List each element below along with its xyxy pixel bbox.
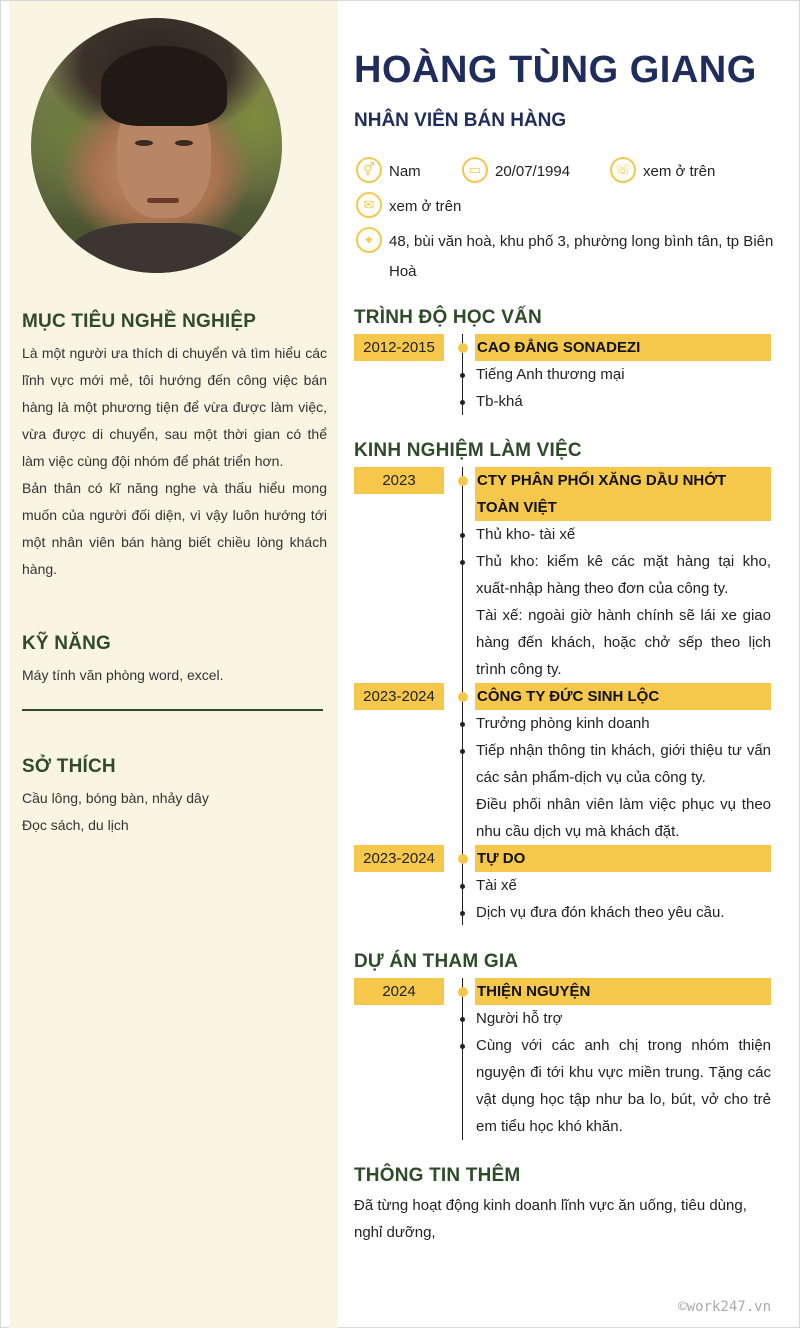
hobbies-title: SỞ THÍCH [22, 756, 116, 777]
timeline-dot [458, 692, 468, 702]
candidate-name: HOÀNG TÙNG GIANG [354, 49, 757, 91]
experience-period: 2023-2024 [354, 845, 444, 872]
experience-line: Tiếp nhận thông tin khách, giới thiệu tư vấn các sản phẩm-dịch vụ của công ty. [476, 742, 771, 786]
objective-paragraph: Là một người ưa thích di chuyển và tìm hiểu các lĩnh vực mới mẻ, tôi hướng đến công việc bán hàng là một phương tiện để vừa được làm việc, vừa được di chuyển, sau một thời gian có thể làm việc cùng đội nhóm để phát triển hơn. [22, 345, 327, 469]
project-name: THIỆN NGUYỆN [475, 978, 771, 1005]
education-title: TRÌNH ĐỘ HỌC VẤN [354, 307, 542, 328]
sidebar-divider [22, 709, 323, 711]
bullet-dot [460, 1017, 465, 1022]
education-school: CAO ĐẲNG SONADEZI [475, 334, 771, 361]
skills-text: Máy tính văn phòng word, excel. [22, 667, 224, 683]
map-icon: ⌖ [356, 227, 382, 253]
experience-line: Trưởng phòng kinh doanh [476, 715, 650, 732]
experience-title: KINH NGHIỆM LÀM VIỆC [354, 440, 582, 461]
phone-value: xem ở trên [643, 163, 716, 180]
experience-line: Thủ kho: kiểm kê các mặt hàng tại kho, xuất-nhập hàng theo đơn của công ty. [476, 553, 771, 597]
objective-title: MỤC TIÊU NGHỀ NGHIỆP [22, 311, 257, 332]
experience-line: Thủ kho- tài xế [476, 526, 576, 543]
timeline-dot [458, 476, 468, 486]
bullet-dot [460, 560, 465, 565]
phone-icon: ☏ [610, 157, 636, 183]
gender-info [356, 157, 421, 187]
project-line: Người hỗ trợ [476, 1010, 563, 1027]
projects-title: DỰ ÁN THAM GIA [354, 951, 519, 972]
experience-company: CÔNG TY ĐỨC SINH LỘC [475, 683, 771, 710]
experience-line: Tài xế [476, 877, 517, 894]
avatar-shirt [71, 223, 251, 273]
job-title: NHÂN VIÊN BÁN HÀNG [354, 110, 567, 131]
project-period: 2024 [354, 978, 444, 1005]
bullet-dot [460, 884, 465, 889]
education-period: 2012-2015 [354, 334, 444, 361]
experience-period: 2023 [354, 467, 444, 494]
additional-title: THÔNG TIN THÊM [354, 1165, 521, 1186]
bullet-dot [460, 722, 465, 727]
projects-timeline [462, 978, 463, 1140]
skills-title: KỸ NĂNG [22, 633, 112, 654]
experience-company: TỰ DO [475, 845, 771, 872]
experience-line: Tài xế: ngoài giờ hành chính sẽ lái xe giao hàng đến khách, hoặc chở sếp theo lịch trình công ty. [476, 607, 771, 678]
experience-company: CTY PHÂN PHỐI XĂNG DẦU NHỚT TOÀN VIỆT [475, 467, 771, 521]
gender-value: Nam [389, 163, 421, 180]
bullet-dot [460, 1044, 465, 1049]
gender-icon: ⚥ [356, 157, 382, 183]
hobby-item: Cầu lông, bóng bàn, nhảy dây [22, 790, 209, 806]
bullet-dot [460, 373, 465, 378]
bullet-dot [460, 911, 465, 916]
avatar-mouth [147, 198, 179, 203]
birthday-info [462, 157, 570, 187]
experience-line: Dịch vụ đưa đón khách theo yêu cầu. [476, 904, 725, 921]
project-line: Cùng với các anh chị trong nhóm thiện nguyện đi tới khu vực miền trung. Tặng các vật dụng học tập như ba lo, bút, vở cho trẻ em tiểu học khó khăn. [476, 1037, 771, 1135]
watermark: ©work247.vn [678, 1299, 771, 1315]
experience-line: Điều phối nhân viên làm việc phục vụ theo nhu cầu dịch vụ mà khách đặt. [476, 796, 771, 840]
timeline-dot [458, 343, 468, 353]
avatar-eye [175, 140, 193, 146]
objective-paragraph: Bản thân có kĩ năng nghe và thấu hiểu mong muốn của người đối diện, vì vậy luôn hướng tới một nhân viên bán hàng biết chiều lòng khách hàng. [22, 480, 327, 577]
email-value: xem ở trên [389, 198, 462, 215]
address-info [356, 227, 776, 287]
cake-icon: ▭ [462, 157, 488, 183]
avatar-eye [135, 140, 153, 146]
education-line: Tiếng Anh thương mại [476, 366, 625, 383]
address-value: 48, bùi văn hoà, khu phố 3, phường long bình tân, tp Biên Hoà [389, 233, 774, 280]
education-line: Tb-khá [476, 393, 523, 410]
bullet-dot [460, 400, 465, 405]
bullet-dot [460, 533, 465, 538]
phone-info [610, 157, 715, 187]
avatar-photo [31, 18, 282, 273]
additional-text: Đã từng hoạt động kinh doanh lĩnh vực ăn uống, tiêu dùng, nghỉ dưỡng, [354, 1197, 747, 1241]
mail-icon: ✉ [356, 192, 382, 218]
hobby-item: Đọc sách, du lịch [22, 817, 129, 833]
timeline-dot [458, 854, 468, 864]
avatar-hair [101, 46, 227, 126]
email-info [356, 192, 461, 222]
timeline-dot [458, 987, 468, 997]
birthday-value: 20/07/1994 [495, 163, 571, 180]
bullet-dot [460, 749, 465, 754]
experience-period: 2023-2024 [354, 683, 444, 710]
